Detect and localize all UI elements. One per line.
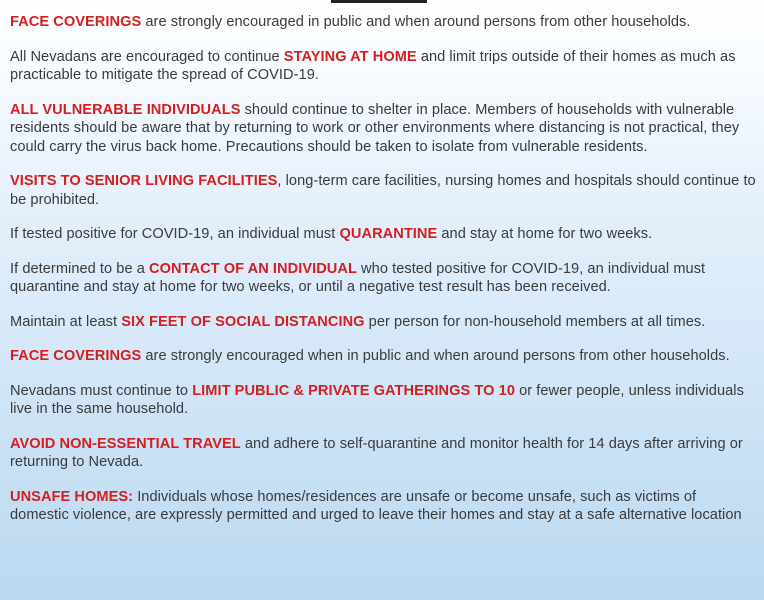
guideline-staying-at-home bbox=[10, 48, 756, 85]
body-text: who tested positive for COVID-19, an individual must quarantine and stay at home for two weeks, or until a negative test result has been received. bbox=[10, 260, 706, 295]
body-text: and adhere to self-quarantine and monitor health for 14 days after arriving or returning to Nevada. bbox=[10, 435, 743, 470]
body-text: and limit trips outside of their homes as much as practicable to mitigate the spread of COVID-19. bbox=[10, 48, 736, 83]
emphasis-text: CONTACT OF AN INDIVIDUAL bbox=[149, 260, 357, 277]
body-text: should continue to shelter in place. Members of households with vulnerable residents should be aware that by returning to work or other environments where distancing is not practical, they could carry the virus back home. Precautions should be taken to isolate from vulnerable residents. bbox=[10, 101, 740, 155]
emphasis-text: AVOID NON-ESSENTIAL TRAVEL bbox=[10, 435, 241, 452]
body-text: If determined to be a bbox=[10, 260, 150, 277]
emphasis-text: FACE COVERINGS bbox=[10, 14, 142, 30]
guideline-senior-living-visits bbox=[10, 172, 756, 209]
body-text: or fewer people, unless individuals live in the same household. bbox=[10, 382, 744, 417]
emphasis-text: LIMIT PUBLIC & PRIVATE GATHERINGS TO 10 bbox=[192, 382, 515, 399]
guideline-gatherings-limit bbox=[10, 382, 756, 419]
body-text: per person for non-household members at all times. bbox=[364, 313, 706, 330]
body-text: , long-term care facilities, nursing homes and hospitals should continue to be prohibited. bbox=[10, 173, 756, 208]
guideline-contact-of-individual bbox=[10, 260, 756, 297]
guidelines-content bbox=[10, 13, 756, 541]
body-text: If tested positive for COVID-19, an individual must bbox=[10, 226, 340, 242]
emphasis-text: QUARANTINE bbox=[339, 226, 438, 242]
guideline-quarantine bbox=[10, 225, 756, 244]
top-tab-bar bbox=[331, 0, 427, 3]
emphasis-text: VISITS TO SENIOR LIVING FACILITIES bbox=[10, 173, 278, 189]
guideline-social-distancing bbox=[10, 313, 756, 332]
guideline-vulnerable-individuals bbox=[10, 101, 756, 157]
body-text: are strongly encouraged when in public and when around persons from other households. bbox=[141, 348, 730, 364]
body-text: Nevadans must continue to bbox=[10, 382, 193, 399]
guideline-avoid-travel bbox=[10, 435, 756, 472]
emphasis-text: ALL VULNERABLE INDIVIDUALS bbox=[10, 101, 241, 118]
emphasis-text: STAYING AT HOME bbox=[283, 48, 417, 65]
body-text: All Nevadans are encouraged to continue bbox=[10, 48, 284, 65]
body-text: Individuals whose homes/residences are unsafe or become unsafe, such as victims of domestic violence, are expressly permitted and urged to leave their homes and stay at a safe alternative location bbox=[10, 488, 742, 523]
body-text: are strongly encouraged in public and when around persons from other households. bbox=[141, 14, 691, 30]
body-text: Maintain at least bbox=[10, 313, 122, 330]
body-text: and stay at home for two weeks. bbox=[437, 226, 653, 242]
guideline-face-coverings-public bbox=[10, 13, 756, 32]
guideline-face-coverings bbox=[10, 347, 756, 366]
emphasis-text: UNSAFE HOMES: bbox=[10, 488, 134, 505]
emphasis-text: FACE COVERINGS bbox=[10, 348, 142, 364]
emphasis-text: SIX FEET OF SOCIAL DISTANCING bbox=[121, 313, 365, 330]
guideline-unsafe-homes bbox=[10, 488, 756, 525]
